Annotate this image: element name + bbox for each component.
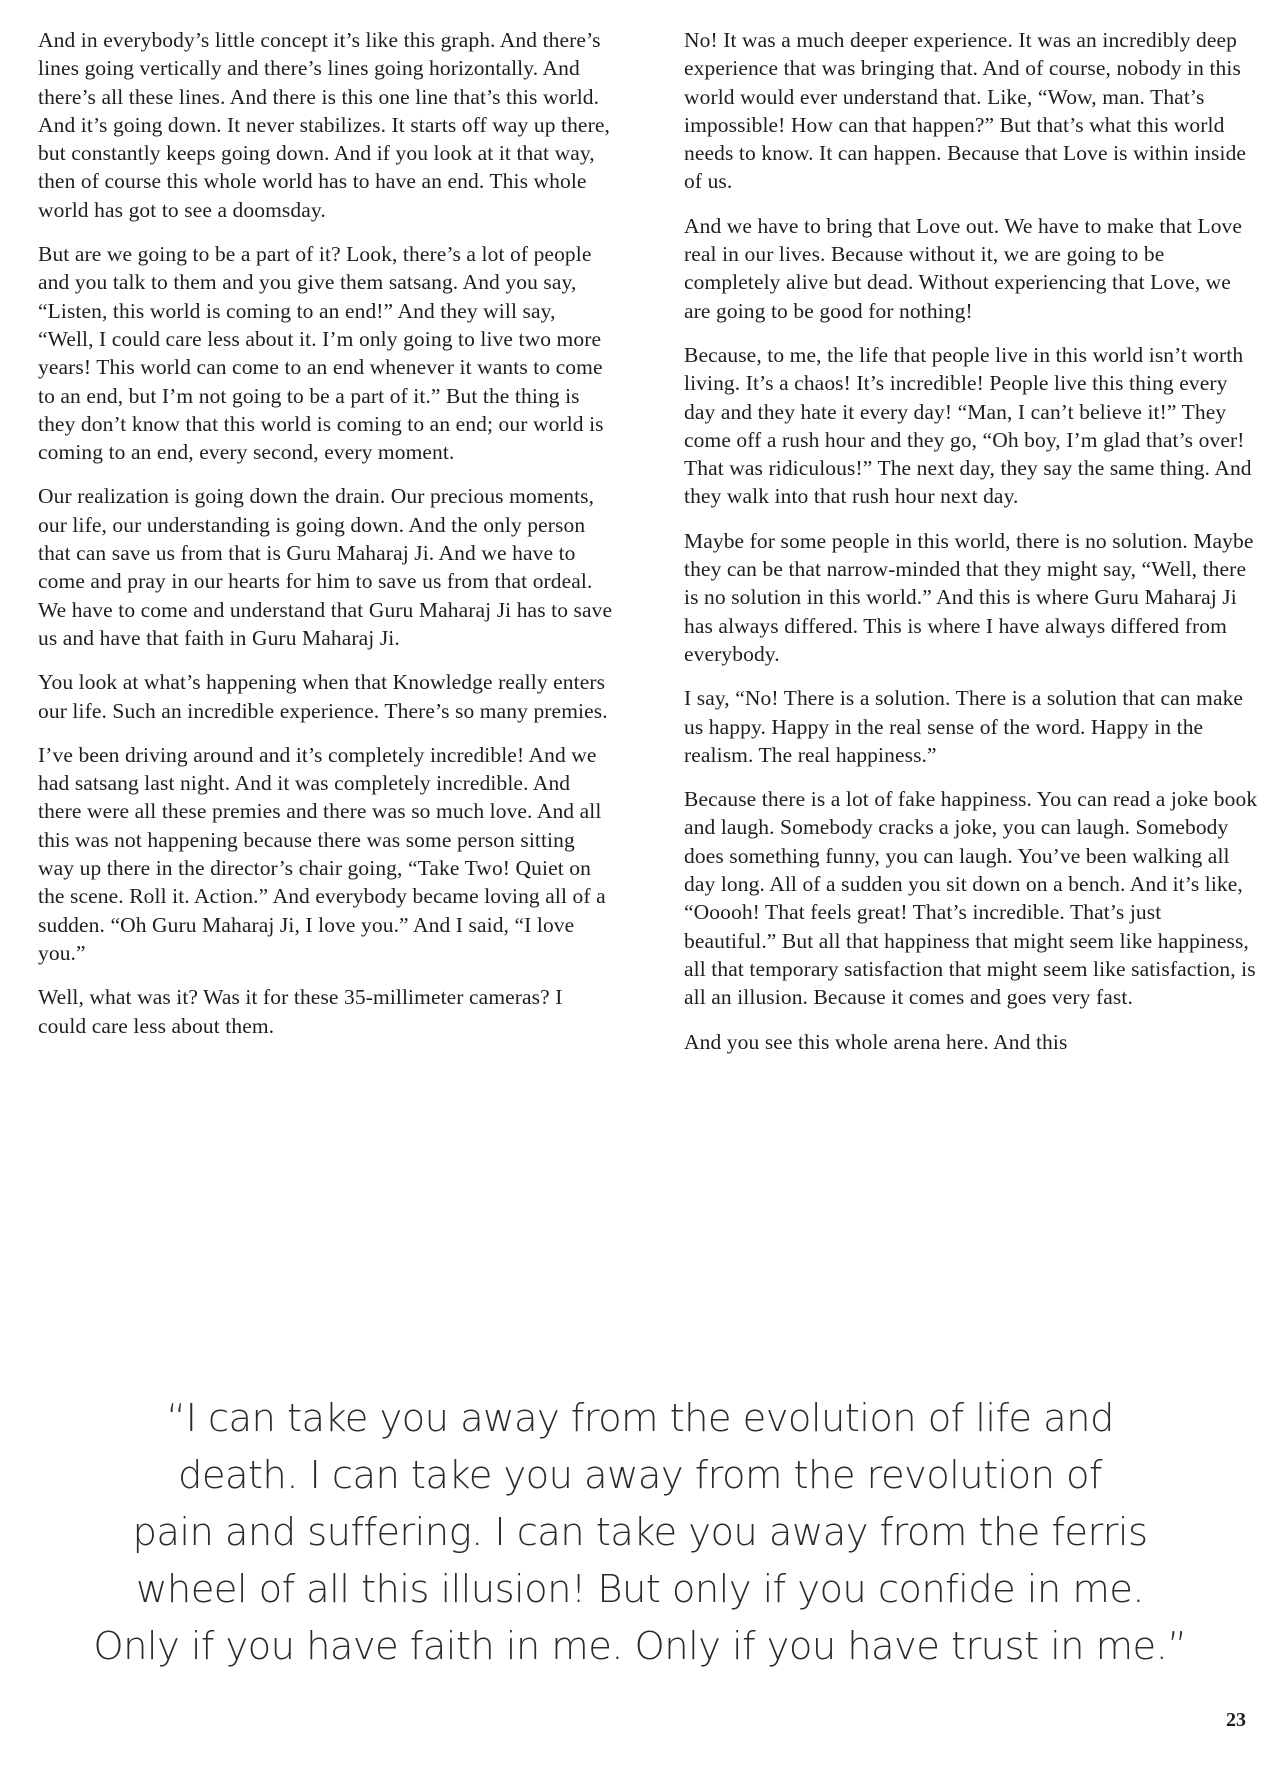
paragraph: Our realization is going down the drain. Our precious moments, our life, our understanding is going down. And the only person that can save us from that is Guru Maharaj Ji. And we have to come and pray in our hearts for him to save us from that ordeal. We have to come and understand that Guru Maharaj Ji has to save us and have that faith in Guru Maharaj Ji. [38,484,613,650]
page-number: 23 [1226,1709,1246,1731]
left-text-column [38,26,613,1056]
paragraph: And in everybody’s little concept it’s like this graph. And there’s lines going vertically and there’s lines going horizontally. And there’s all these lines. And there is this one line that’s this world. And it’s going down. It never stabilizes. It starts off way up there, but constantly keeps going down. And if you look at it that way, then of course this whole world has to have an end. This whole world has got to see a doomsday. [38,28,610,222]
pull-quote-line: wheel of all this illusion! But only if you confide in me. [136,1567,1144,1612]
paragraph: But are we going to be a part of it? Look, there’s a lot of people and you talk to them and you give them satsang. And you say, “Listen, this world is coming to an end!” And they will say, “Well, I could care less about it. I’m only going to live two more years! This world can come to an end whenever it wants to come to an end, but I’m not going to be a part of it.” But the thing is they don’t know that this world is coming to an end; our world is coming to an end, every second, every moment. [38,242,604,465]
paragraph: I say, “No! There is a solution. There is a solution that can make us happy. Happy in the real sense of the word. Happy in the realism. The real happiness.” [684,686,1244,767]
paragraph: No! It was a much deeper experience. It was an incredibly deep experience that was bringing that. And of course, nobody in this world would ever understand that. Like, “Wow, man. That’s impossible! How can that happen?” But that’s what this world needs to know. It can happen. Because that Love is within inside of us. [684,28,1247,194]
paragraph: Well, what was it? Was it for these 35-millimeter cameras? I could care less about them. [38,985,563,1038]
pull-quote [50,1390,1230,1675]
paragraph: You look at what’s happening when that Knowledge really enters our life. Such an incredible experience. There’s so many premies. [38,670,608,723]
pull-quote-line: death. I can take you away from the revolution of [178,1453,1102,1498]
paragraph: And we have to bring that Love out. We have to make that Love real in our lives. Because without it, we are going to be completely alive but dead. Without experiencing that Love, we are going to be good for nothing! [684,213,1243,323]
paragraph: I’ve been driving around and it’s completely incredible! And we had satsang last night. And it was completely incredible. And there were all these premies and there was so much love. And all this was not happening because there was some person sitting way up there in the director’s chair going, “Take Two! Quiet on the scene. Roll it. Action.” And everybody became loving all of a sudden. “Oh Guru Maharaj Ji, I love you.” And I said, “I love you.” [38,742,606,965]
paragraph: Because there is a lot of fake happiness. You can read a joke book and laugh. Somebody cracks a joke, you can laugh. Somebody does something funny, you can laugh. You’ve been walking all day long. All of a sudden you sit down on a bench. And it’s like, “Ooooh! That feels great! That’s incredible. That’s just beautiful.” But all that happiness that might seem like happiness, all that temporary satisfaction that might seem like satisfaction, is all an illusion. Because it comes and goes very fast. [684,787,1258,1010]
paragraph: Because, to me, the life that people live in this world isn’t worth living. It’s a chaos! It’s incredible! People live this thing every day and they hate it every day! “Man, I can’t believe it!” They come off a rush hour and they go, “Oh boy, I’m glad that’s over! That was ridiculous!” The next day, they say the same thing. And they walk into that rush hour next day. [684,342,1252,509]
right-text-column [684,26,1259,1072]
pull-quote-line: pain and suffering. I can take you away from the ferris [132,1510,1148,1555]
paragraph: And you see this whole arena here. And this [684,1029,1068,1054]
pull-quote-line: Only if you have faith in me. Only if you have trust in me.” [93,1624,1187,1669]
pull-quote-line: “I can take you away from the evolution of life and [166,1396,1114,1441]
paragraph: Maybe for some people in this world, there is no solution. Maybe they can be that narrow-minded that they might say, “Well, there is no solution in this world.” And this is where Guru Maharaj Ji has always differed. This is where I have always differed from everybody. [684,528,1254,666]
